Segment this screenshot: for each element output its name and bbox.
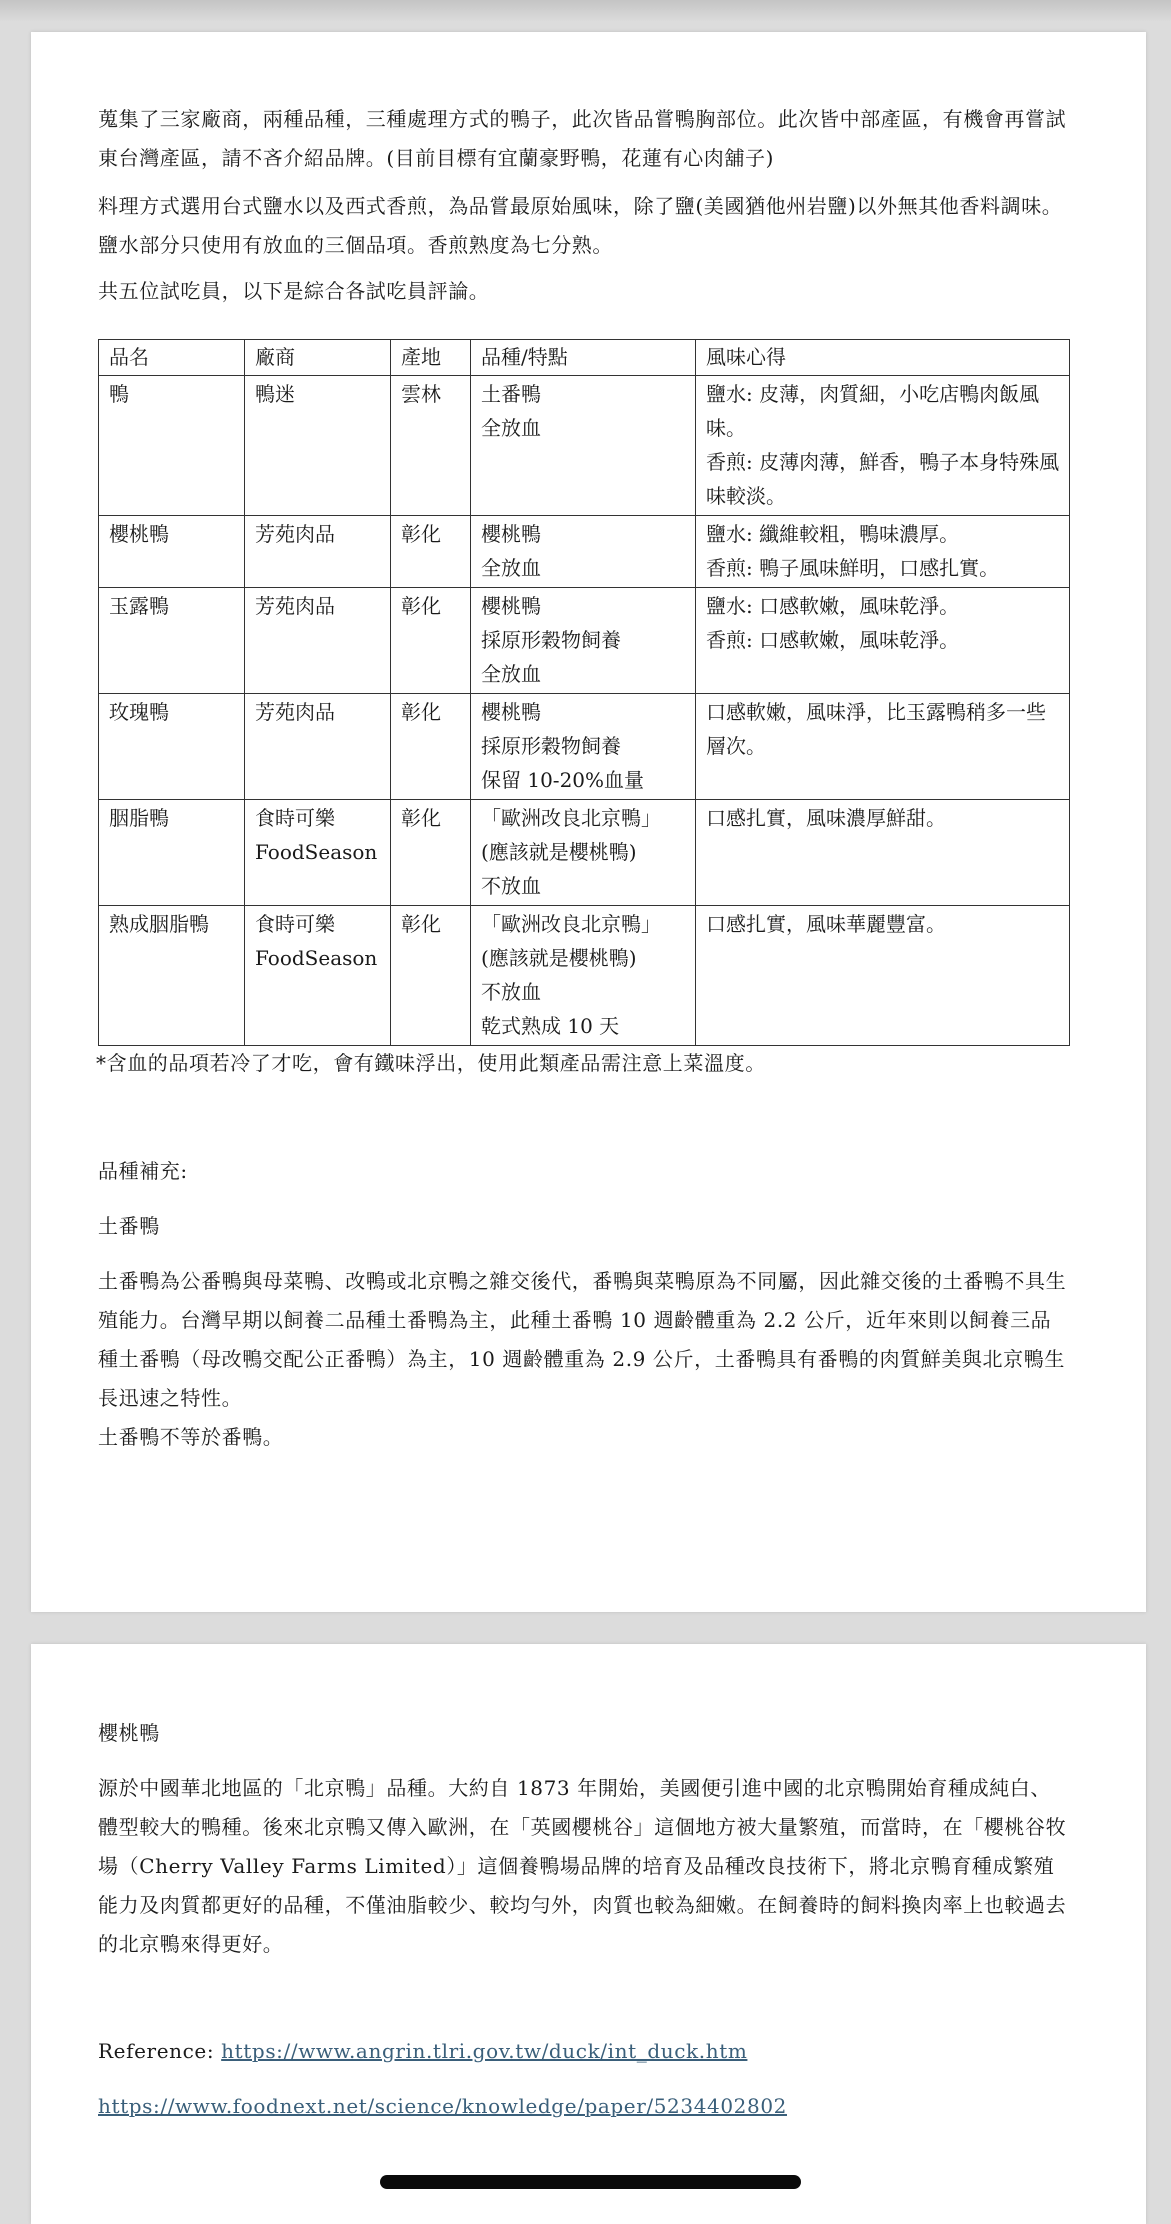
table-row — [99, 694, 1070, 800]
cell-origin: 雲林 — [391, 376, 471, 516]
cell-origin: 彰化 — [391, 588, 471, 694]
trait-line: 全放血 — [481, 556, 541, 580]
cell-traits — [471, 694, 696, 800]
cell-name: 胭脂鴨 — [99, 800, 245, 906]
cell-origin: 彰化 — [391, 800, 471, 906]
table-row — [99, 800, 1070, 906]
cell-traits — [471, 906, 696, 1046]
cell-vendor — [245, 516, 391, 588]
vendor-line: FoodSeason — [255, 840, 378, 864]
trait-line: 不放血 — [481, 874, 541, 898]
trait-line: 保留 10-20%血量 — [481, 768, 645, 792]
cell-vendor — [245, 906, 391, 1046]
trait-line: 櫻桃鴨 — [481, 522, 541, 546]
reference-line-2 — [98, 2087, 1070, 2126]
home-indicator[interactable] — [380, 2175, 801, 2189]
trait-line: 櫻桃鴨 — [481, 594, 541, 618]
header-traits: 品種/特點 — [471, 340, 696, 376]
trait-line: 「歐洲改良北京鴨」 — [481, 806, 661, 830]
trait-line: 「歐洲改良北京鴨」 — [481, 912, 661, 936]
flavor-line: 口感軟嫩，風味淨，比玉露鴨稍多一些層次。 — [706, 700, 1046, 758]
vendor-line: 鴨迷 — [255, 382, 295, 406]
cell-vendor — [245, 588, 391, 694]
trait-line: 乾式熟成 10 天 — [481, 1014, 620, 1038]
cell-origin: 彰化 — [391, 694, 471, 800]
document-page-2 — [31, 1644, 1146, 2224]
flavor-line: 香煎: 皮薄肉薄，鮮香，鴨子本身特殊風味較淡。 — [706, 450, 1060, 508]
cell-vendor — [245, 376, 391, 516]
cell-flavor — [696, 516, 1070, 588]
header-name: 品名 — [99, 340, 245, 376]
supplement-heading: 品種補充: — [98, 1159, 188, 1183]
cell-name: 玉露鴨 — [99, 588, 245, 694]
header-flavor: 風味心得 — [696, 340, 1070, 376]
table-row — [99, 516, 1070, 588]
cell-traits — [471, 516, 696, 588]
cell-flavor — [696, 800, 1070, 906]
table-row — [99, 376, 1070, 516]
table-footnote: *含血的品項若冷了才吃，會有鐵味浮出，使用此類產品需注意上菜溫度。 — [96, 1051, 766, 1075]
breed-heading-cherry: 櫻桃鴨 — [98, 1721, 160, 1745]
trait-line: 採原形穀物飼養 — [481, 734, 621, 758]
cell-vendor — [245, 694, 391, 800]
table-row — [99, 906, 1070, 1046]
cell-name: 櫻桃鴨 — [99, 516, 245, 588]
reference-label: Reference: — [98, 2039, 222, 2063]
vendor-line: 食時可樂 — [255, 806, 335, 830]
flavor-line: 香煎: 鴨子風味鮮明，口感扎實。 — [706, 556, 1000, 580]
cell-name: 鴨 — [99, 376, 245, 516]
table-header-row — [99, 340, 1070, 376]
vendor-line: 芳苑肉品 — [255, 700, 335, 724]
reference-link-angrin[interactable]: https://www.angrin.tlri.gov.tw/duck/int_duck.htm — [221, 2039, 748, 2063]
top-shadow — [0, 0, 1171, 22]
trait-line: 採原形穀物飼養 — [481, 628, 621, 652]
trait-line: (應該就是櫻桃鴨) — [481, 946, 637, 970]
intro-paragraph-1: 蒐集了三家廠商，兩種品種，三種處理方式的鴨子，此次皆品嘗鴨胸部位。此次皆中部產區，有機會再嘗試東台灣產區，請不吝介紹品牌。(目前目標有宜蘭豪野鴨，花蓮有心肉舖子) — [98, 107, 1067, 170]
cell-traits — [471, 376, 696, 516]
breed-heading-tufan: 土番鴨 — [98, 1214, 160, 1238]
reference-link-foodnext[interactable]: https://www.foodnext.net/science/knowledge/paper/5234402802 — [98, 2094, 787, 2118]
header-vendor: 廠商 — [245, 340, 391, 376]
cell-name: 熟成胭脂鴨 — [99, 906, 245, 1046]
flavor-line: 香煎: 口感軟嫩，風味乾淨。 — [706, 628, 960, 652]
reference-line — [98, 2032, 1070, 2071]
cell-origin: 彰化 — [391, 516, 471, 588]
vendor-line: FoodSeason — [255, 946, 378, 970]
vendor-line: 芳苑肉品 — [255, 522, 335, 546]
cell-origin: 彰化 — [391, 906, 471, 1046]
trait-line: 櫻桃鴨 — [481, 700, 541, 724]
breed-text-cherry: 源於中國華北地區的「北京鴨」品種。大約自 1873 年開始，美國便引進中國的北京鴨開始育種成純白、體型較大的鴨種。後來北京鴨又傳入歐洲，在「英國櫻桃谷」這個地方被大量繁殖，而當時，在「櫻桃谷牧場（Cherry Valley Farms Limited）」這個養鴨場品牌的培育及品種改良技術下，將北京鴨育種成繁殖能力及肉質都更好的品種，不僅油脂較少、較均勻外，肉質也較為細嫩。在飼養時的飼料換肉率上也較過去的北京鴨來得更好。 — [98, 1776, 1067, 1956]
cell-flavor — [696, 906, 1070, 1046]
cell-flavor — [696, 376, 1070, 516]
flavor-line: 口感扎實，風味華麗豐富。 — [706, 912, 946, 936]
flavor-line: 鹽水: 皮薄，肉質細，小吃店鴨肉飯風味。 — [706, 382, 1040, 440]
trait-line: (應該就是櫻桃鴨) — [481, 840, 637, 864]
trait-line: 全放血 — [481, 416, 541, 440]
intro-paragraph-3: 共五位試吃員，以下是綜合各試吃員評論。 — [98, 279, 490, 303]
trait-line: 不放血 — [481, 980, 541, 1004]
flavor-line: 口感扎實，風味濃厚鮮甜。 — [706, 806, 946, 830]
table-row — [99, 588, 1070, 694]
intro-paragraph-2: 料理方式選用台式鹽水以及西式香煎，為品嘗最原始風味，除了鹽(美國猶他州岩鹽)以外無其他香料調味。鹽水部分只使用有放血的三個品項。香煎熟度為七分熟。 — [98, 194, 1063, 257]
breed-text-tufan: 土番鴨為公番鴨與母菜鴨、改鴨或北京鴨之雜交後代，番鴨與菜鴨原為不同屬，因此雜交後的土番鴨不具生殖能力。台灣早期以飼養二品種土番鴨為主，此種土番鴨 10 週齡體重為 2.2 公斤，近年來則以飼養三品種土番鴨（母改鴨交配公正番鴨）為主，10 週齡體重為 2.9 公斤，土番鴨具有番鴨的肉質鮮美與北京鴨生長迅速之特性。 — [98, 1269, 1067, 1410]
header-origin: 產地 — [391, 340, 471, 376]
cell-vendor — [245, 800, 391, 906]
vendor-line: 食時可樂 — [255, 912, 335, 936]
document-page-1 — [31, 32, 1146, 1612]
trait-line: 土番鴨 — [481, 382, 541, 406]
breed-note-tufan: 土番鴨不等於番鴨。 — [98, 1425, 284, 1449]
vendor-line: 芳苑肉品 — [255, 594, 335, 618]
tasting-table — [98, 339, 1070, 1046]
cell-traits — [471, 800, 696, 906]
cell-traits — [471, 588, 696, 694]
flavor-line: 鹽水: 口感軟嫩，風味乾淨。 — [706, 594, 960, 618]
cell-name: 玫瑰鴨 — [99, 694, 245, 800]
cell-flavor — [696, 588, 1070, 694]
trait-line: 全放血 — [481, 662, 541, 686]
flavor-line: 鹽水: 纖維較粗，鴨味濃厚。 — [706, 522, 960, 546]
cell-flavor — [696, 694, 1070, 800]
